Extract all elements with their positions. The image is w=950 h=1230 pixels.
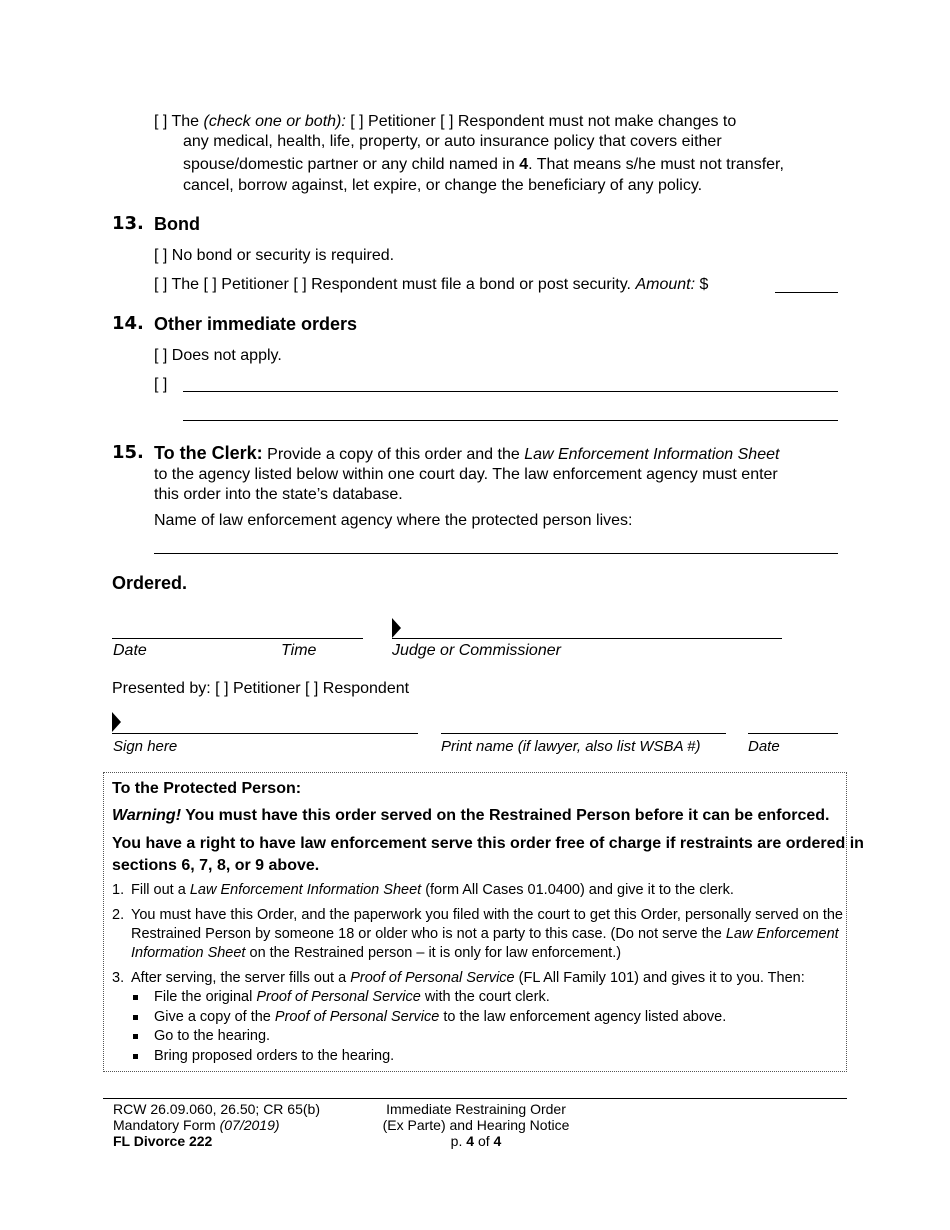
protected-heading: To the Protected Person: [112,780,302,797]
bullet-icon [133,1015,138,1020]
bullet-2-text: Give a copy of the Proof of Personal Service to the law enforcement agency listed above. [154,1009,727,1025]
no-bond-option[interactable]: [ ] No bond or security is required. [154,247,395,264]
insurance-line-1 [154,112,736,132]
sign-here-arrow-icon [112,712,121,732]
section-ref-4: 4 [519,156,529,173]
section-14-title: Other immediate orders [154,314,358,334]
item-2-line-1: You must have this Order, and the paperwork you filed with the court to get this Order, personally served on the [131,907,843,923]
section-13-title: Bond [154,214,200,234]
footer-title-1: Immediate Restraining Order [386,1101,566,1117]
section-15-line-1: To the Clerk: Provide a copy of this order and the Law Enforcement Information Sheet [154,443,780,463]
presenter-date-label: Date [748,738,780,755]
warning-label: Warning! [112,807,182,824]
footer-page: p. 4 of 4 [450,1133,502,1149]
section-14-number: 14. [112,313,144,334]
footer-form-id: FL Divorce 222 [113,1133,213,1149]
footer-divider [103,1098,847,1099]
bullet-4-text: Bring proposed orders to the hearing. [154,1048,395,1064]
presenter-signature-field[interactable] [112,733,418,734]
le-info-sheet-ref: Law Enforcement Information Sheet [524,446,780,463]
footer-center [376,1101,576,1149]
judge-signature-arrow-icon [392,618,401,638]
section-15-number: 15. [112,442,144,463]
footer-title-2: (Ex Parte) and Hearing Notice [382,1117,570,1133]
other-order-checkbox[interactable]: [ ] [154,376,168,393]
footer-left [113,1101,320,1149]
agency-prompt: Name of law enforcement agency where the protected person lives: [154,512,633,529]
sign-here-label: Sign here [113,738,178,755]
bond-amount-field[interactable] [775,292,838,293]
insurance-line-2: any medical, health, life, property, or auto insurance policy that covers either [183,133,722,150]
insurance-line-3: spouse/domestic partner or any child named in 4. That means s/he must not transfer, [183,156,784,173]
check-one-or-both: (check one or both): [203,113,346,130]
judge-label: Judge or Commissioner [392,642,561,659]
agency-name-field[interactable] [154,553,838,554]
bullet-1-text: File the original Proof of Personal Service with the court clerk. [154,989,550,1005]
amount-label: Amount: [635,276,696,293]
other-order-field-2[interactable] [183,420,838,421]
does-not-apply-option[interactable]: [ ] Does not apply. [154,347,282,364]
bullet-icon [133,1034,138,1039]
date-label: Date [113,642,147,659]
time-label: Time [281,642,317,659]
presented-by[interactable]: Presented by: [ ] Petitioner [ ] Respondent [112,680,410,697]
bullet-3-text: Go to the hearing. [154,1028,271,1044]
footer-mandatory: Mandatory Form (07/2019) [113,1117,280,1133]
judge-signature-field[interactable] [392,638,782,639]
insurance-checkbox[interactable]: [ ] The [154,113,200,130]
right-line-2: sections 6, 7, 8, or 9 above. [112,857,320,874]
print-name-label: Print name (if lawyer, also list WSBA #) [441,738,701,755]
section-15-title: To the Clerk: [154,443,263,463]
presenter-date-field[interactable] [748,733,838,734]
item-1-text: Fill out a Law Enforcement Information Sheet (form All Cases 01.0400) and give it to the clerk. [131,882,734,898]
section-13-number: 13. [112,213,144,234]
other-order-field-1[interactable] [183,391,838,392]
bullet-icon [133,995,138,1000]
dollar-sign: $ [699,276,709,293]
date-time-field[interactable] [112,638,363,639]
bullet-icon [133,1054,138,1059]
presenter-print-name-field[interactable] [441,733,726,734]
footer-rcw: RCW 26.09.060, 26.50; CR 65(b) [113,1101,320,1117]
section-15-line-2: to the agency listed below within one court day. The law enforcement agency must enter [154,466,778,483]
insurance-line-4: cancel, borrow against, let expire, or change the beneficiary of any policy. [183,177,703,194]
ordered-title: Ordered. [112,573,188,593]
item-1-number: 1. [112,882,125,898]
item-2-number: 2. [112,907,125,923]
item-3-text: After serving, the server fills out a Proof of Personal Service (FL All Family 101) and gives it to you. Then: [131,970,805,986]
bond-required-option[interactable]: [ ] The [ ] Petitioner [ ] Respondent must file a bond or post security. Amount: $ [154,276,709,293]
item-2-line-3: Information Sheet on the Restrained person – it is only for law enforcement.) [131,945,622,961]
insurance-party-options[interactable]: [ ] Petitioner [ ] Respondent must not make changes to [350,113,737,130]
warning-line: Warning! You must have this order served on the Restrained Person before it can be enforced. [112,807,830,824]
item-3-number: 3. [112,970,125,986]
section-15-line-3: this order into the state’s database. [154,486,403,503]
right-line-1: You have a right to have law enforcement serve this order free of charge if restraints are ordered in [112,835,864,852]
item-2-line-2: Restrained Person by someone 18 or older who is not a party to this case. (Do not serve the Law Enforcement [131,926,839,942]
